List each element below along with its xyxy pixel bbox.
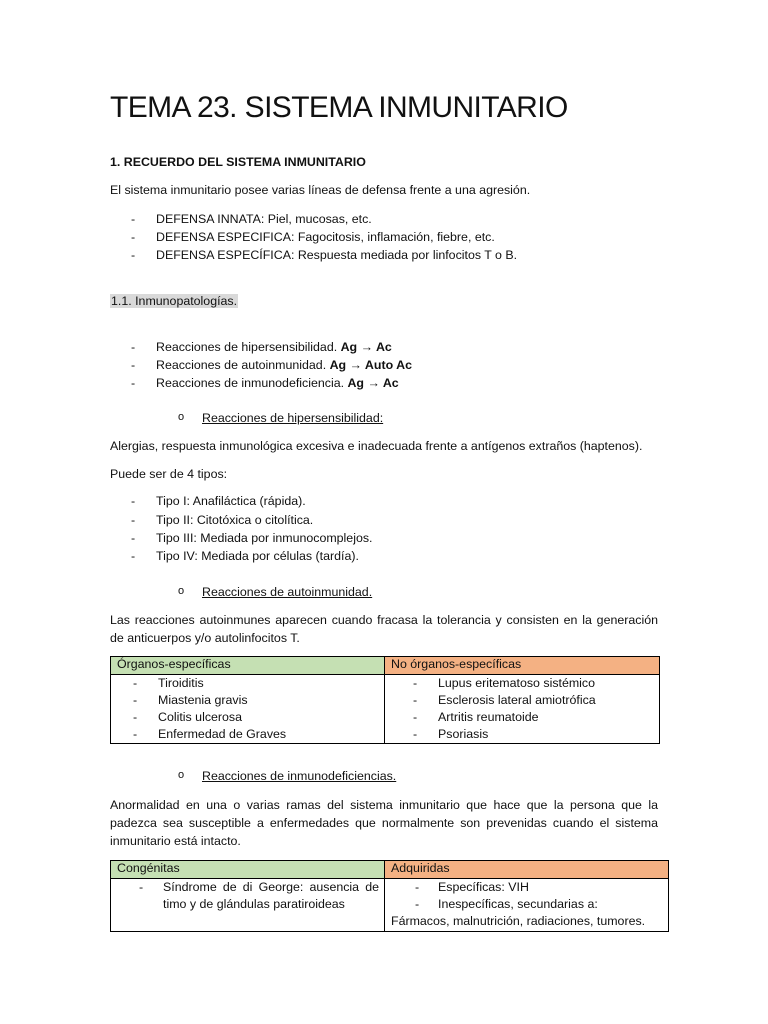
- document-page: TEMA 23. SISTEMA INMUNITARIO 1. RECUERDO DEL SISTEMA INMUNITARIO El sistema inmunitario posee varias líneas de defensa frente a una agresión. - DEFENSA INNATA: Piel, mucosas, etc. - DEFENSA ESPECIFICA: Fagocitosis, inflamación, fiebre, etc. - DEFENSA ESPECÍFICA: Respuesta mediada por linfocitos T o B. 1.1. Inmunopatologías. - Reacciones de hipersensibilidad. Ag → Ac - Reacciones de autoinmunidad. Ag → Auto Ac - Reacciones de inmunodeficiencia. Ag → Ac o Reacciones de hipersensibilidad: Alergias, respuesta inmunológica excesiva e inadecuada frente a antígenos extraños (haptenos). Puede ser de 4 tipos: - Tipo I: Anafiláctica (rápida). - Tipo II: Citotóxica o citolítica. - Tipo III: Mediada por inmunocomplejos. - Tipo IV: Mediada por células (tardía). o Reacciones de autoinmunidad. Las reacciones autoinmunes aparecen cuando fracasa la tolerancia y consisten en la generación de anticuerpos y/o autolinfocitos T. Órganos-específicas No órganos-específicas - Tiroiditis - Miastenia gravis - Colitis ulcerosa - Enfermedad de Graves - Lupus eritematoso sistémico - Esclerosis lateral amiotrófica - Artritis reumatoide - Psoriasis o Reacciones de inmunodeficiencias. Anormalidad en una o varias ramas del sistema inmunitario que hace que la persona que la padezca sea susceptible a enfermedades que normalmente son prevenidas cuando el sistema inmunitario está intacto. Congénitas Adquiridas - Síndrome de di George: ausencia de timo y de glándulas paratiroideas - Específicas: VIH - Inespecíficas, secundarias a: Fármacos, malnutrición, radiaciones, tumores.: [0, 0, 768, 1024]
- list-item: - Miastenia gravis: [133, 693, 248, 707]
- table-cell: [111, 675, 385, 744]
- list-item: - Artritis reumatoide: [413, 710, 539, 724]
- section-intro: El sistema inmunitario posee varias líneas de defensa frente a una agresión.: [110, 183, 531, 197]
- table-header: Adquiridas: [385, 861, 669, 879]
- table-cell: [385, 675, 660, 744]
- autoimmunity-table: [110, 656, 660, 744]
- list-item: - Esclerosis lateral amiotrófica: [413, 693, 596, 707]
- circle-bullet-icon: o: [178, 411, 185, 423]
- list-item: - Colitis ulcerosa: [133, 710, 243, 724]
- paragraph: Las reacciones autoinmunes aparecen cuando fracasa la tolerancia y consisten en la generación de anticuerpos y/o autolinfocitos T.: [110, 613, 658, 645]
- subsection-heading: 1.1. Inmunopatologías.: [111, 294, 238, 308]
- list-item: - Síndrome de di George: ausencia de timo y de glándulas paratiroideas: [139, 880, 379, 911]
- list-item: - Psoriasis: [413, 727, 489, 741]
- list-item-continuation: Fármacos, malnutrición, radiaciones, tumores.: [391, 914, 646, 928]
- section-heading: 1. RECUERDO DEL SISTEMA INMUNITARIO: [110, 155, 366, 169]
- paragraph: Anormalidad en una o varias ramas del sistema inmunitario que hace que la persona que la padezca sea susceptible a enfermedades que normalmente son prevenidas cuando el sistema inmunitario está intacto.: [110, 798, 658, 848]
- paragraph: Alergias, respuesta inmunológica excesiva e inadecuada frente a antígenos extraños (haptenos).: [110, 439, 643, 453]
- immunodeficiency-table: [110, 860, 669, 932]
- table-cell: [385, 879, 669, 932]
- table-cell: [111, 879, 385, 932]
- circle-bullet-icon: o: [178, 585, 185, 597]
- table-header: Órganos-específicas: [111, 657, 385, 675]
- list-item: - Enfermedad de Graves: [133, 727, 287, 741]
- page-title: TEMA 23. SISTEMA INMUNITARIO: [110, 91, 568, 124]
- list-item: - Lupus eritematoso sistémico: [413, 676, 596, 690]
- paragraph: Puede ser de 4 tipos:: [110, 467, 228, 481]
- list-item: - Específicas: VIH: [415, 880, 529, 894]
- table-header: Congénitas: [111, 861, 385, 879]
- circle-bullet-icon: o: [178, 769, 185, 781]
- list-item: - Inespecíficas, secundarias a:: [415, 897, 598, 911]
- list-item: - Tiroiditis: [133, 676, 204, 690]
- table-header: No órganos-específicas: [385, 657, 660, 675]
